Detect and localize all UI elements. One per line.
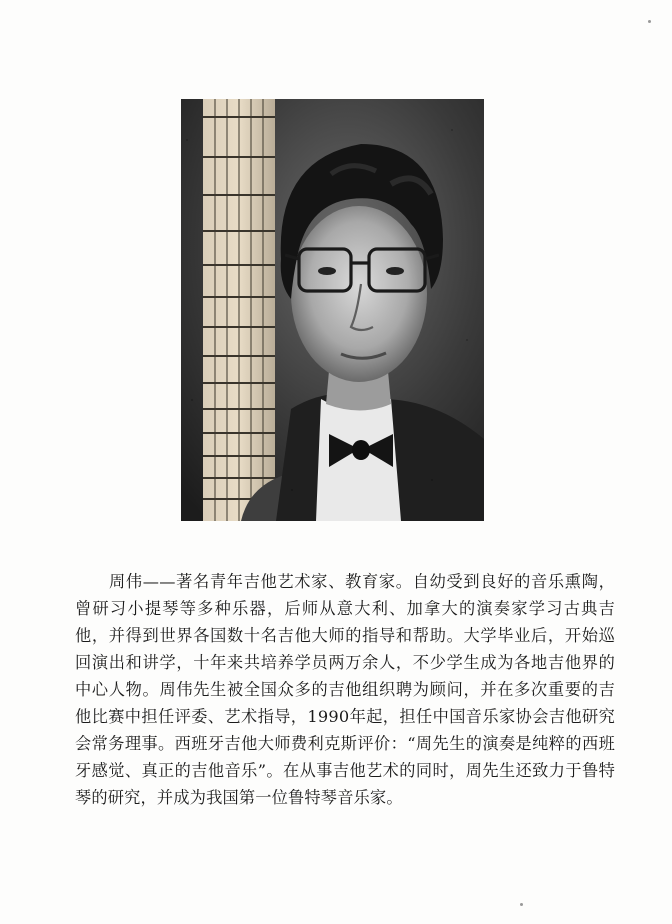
portrait-photo [181, 99, 484, 521]
guitar-neck [203, 99, 275, 521]
portrait-illustration [181, 99, 484, 521]
scan-speck [648, 20, 651, 23]
scan-speck [520, 903, 523, 906]
biography-paragraph: 周伟——著名青年吉他艺术家、教育家。自幼受到良好的音乐熏陶，曾研习小提琴等多种乐器，后师从意大利、加拿大的演奏家学习古典吉他，并得到世界各国数十名吉他大师的指导和帮助。大学毕业后，开始巡回演出和讲学，十年来共培养学员两万余人，不少学生成为各地吉他界的中心人物。周伟先生被全国众多的吉他组织聘为顾问，并在多次重要的吉他比赛中担任评委、艺术指导，1990年起，担任中国音乐家协会吉他研究会常务理事。西班牙吉他大师费利克斯评价：“周先生的演奏是纯粹的西班牙感觉、真正的吉他音乐”。在从事吉他艺术的同时，周先生还致力于鲁特琴的研究，并成为我国第一位鲁特琴音乐家。 [75, 572, 615, 807]
